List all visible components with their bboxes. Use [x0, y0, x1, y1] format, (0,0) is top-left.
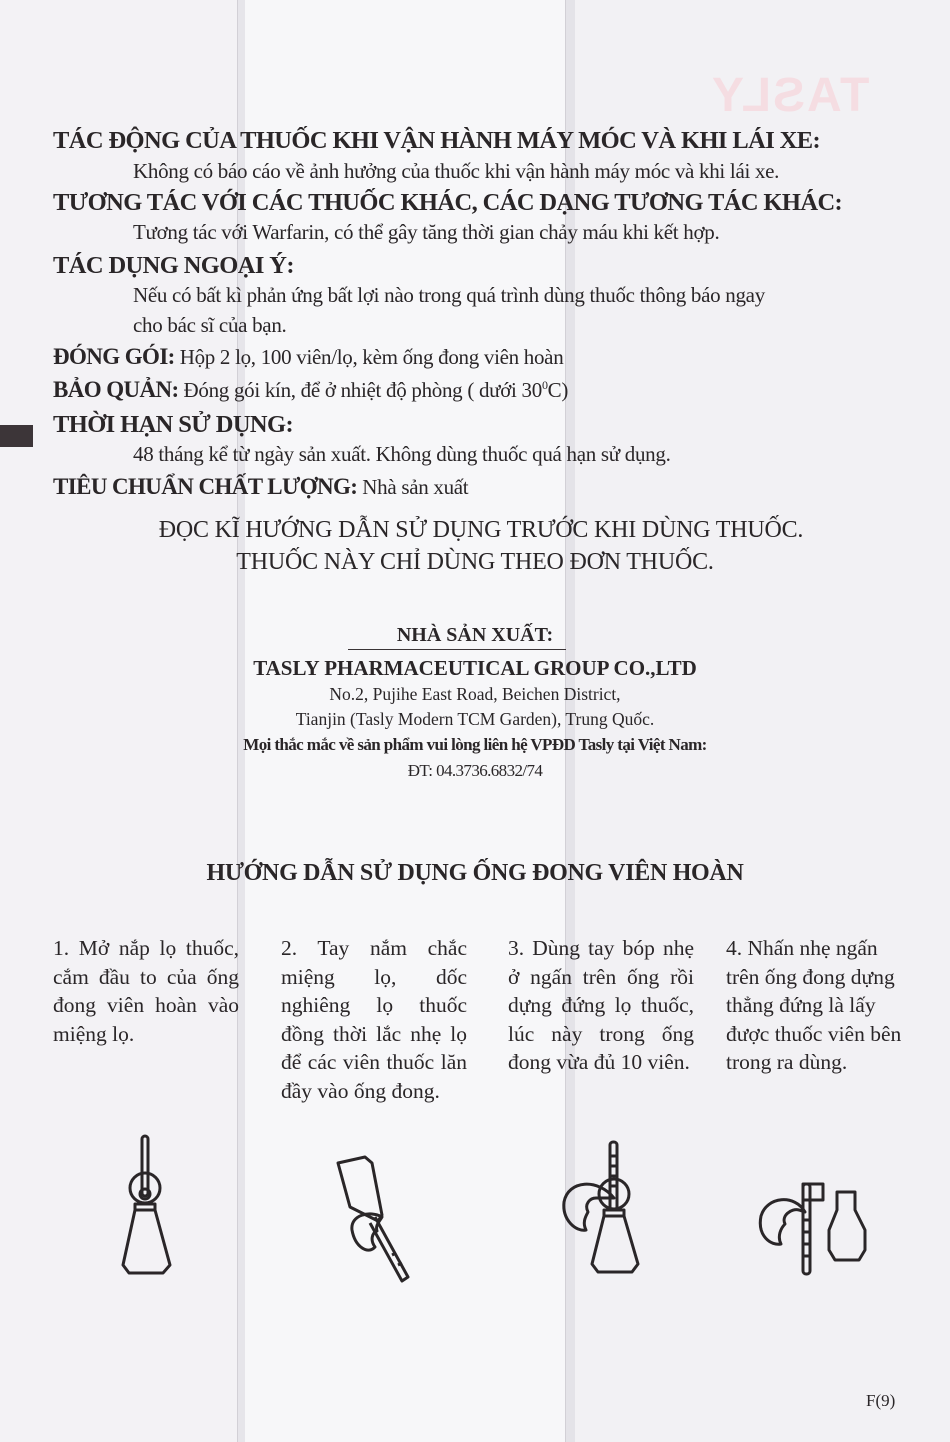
text-machine-driving: Không có báo cáo về ảnh hưởng của thuốc khi vận hành máy móc và khi lái xe.	[133, 159, 780, 183]
manufacturer-phone: ĐT: 04.3736.6832/74	[407, 761, 543, 780]
packaging-row	[53, 344, 563, 370]
bottle-with-tube-icon	[115, 1130, 175, 1280]
text-shelf-life: 48 tháng kể từ ngày sản xuất. Không dùng thuốc quá hạn sử dụng.	[133, 442, 671, 466]
storage-row	[53, 377, 568, 403]
packaging-value: Hộp 2 lọ, 100 viên/lọ, kèm ống đong viên hoàn	[174, 345, 564, 369]
manufacturer-address-line1: No.2, Pujihe East Road, Beichen District,	[329, 684, 621, 704]
page-number: F(9)	[866, 1391, 896, 1410]
quality-standard-value: Nhà sản xuất	[357, 475, 469, 499]
text-side-effects-line2: cho bác sĩ của bạn.	[133, 313, 287, 337]
guide-step-4: 4. Nhấn nhẹ ngấn trên ống đong dựng thẳng đứng là lấy được thuốc viên bên trong ra dùng.	[726, 936, 902, 1074]
manufacturer-title-underline	[348, 649, 566, 650]
guide-title: HƯỚNG DẪN SỬ DỤNG ỐNG ĐONG VIÊN HOÀN	[206, 860, 744, 886]
edge-marker	[0, 425, 33, 447]
text-interactions: Tương tác với Warfarin, có thể gây tăng thời gian chảy máu khi kết hợp.	[133, 220, 720, 244]
manufacturer-name: TASLY PHARMACEUTICAL GROUP CO.,LTD	[253, 656, 697, 680]
notice-read-instructions: ĐỌC KĨ HƯỚNG DẪN SỬ DỤNG TRƯỚC KHI DÙNG THUỐC.	[158, 517, 804, 543]
manufacturer-contact: Mọi thắc mắc về sản phẩm vui lòng liên hệ VPĐD Tasly tại Việt Nam:	[243, 735, 707, 754]
hand-tilting-bottle-icon	[330, 1155, 415, 1285]
guide-step-2: 2. Tay nắm chắc miệng lọ, dốc nghiêng lọ thuốc đồng thời lắc nhẹ lọ để các viên thuốc lăn đầy vào ống đong.	[281, 936, 467, 1103]
tube-and-bottle-separated-icon	[755, 1180, 870, 1285]
packaging-label: ĐÓNG GÓI:	[53, 344, 175, 369]
degree-sup: 0	[541, 378, 548, 392]
heading-shelf-life: THỜI HẠN SỬ DỤNG:	[53, 411, 294, 438]
heading-side-effects: TÁC DỤNG NGOẠI Ý:	[53, 252, 294, 279]
guide-step-3: 3. Dùng tay bóp nhẹ ở ngấn trên ống rồi dựng đứng lọ thuốc, lúc này trong ống đong vừa đủ 10 viên.	[508, 936, 694, 1074]
hand-squeezing-tube-icon	[558, 1140, 643, 1280]
guide-step-1: 1. Mở nắp lọ thuốc, cắm đầu to của ống đong viên hoàn vào miệng lọ.	[53, 936, 239, 1046]
storage-label: BẢO QUẢN:	[53, 377, 179, 402]
storage-unit: C)	[547, 378, 569, 402]
background-logo: TASLY	[710, 69, 870, 122]
notice-prescription-only: THUỐC NÀY CHỈ DÙNG THEO ĐƠN THUỐC.	[236, 549, 714, 575]
manufacturer-address-line2: Tianjin (Tasly Modern TCM Garden), Trung Quốc.	[295, 709, 655, 729]
heading-machine-driving: TÁC ĐỘNG CỦA THUỐC KHI VẬN HÀNH MÁY MÓC VÀ KHI LÁI XE:	[53, 127, 821, 154]
quality-standard-row	[53, 474, 468, 500]
storage-value: Đóng gói kín, để ở nhiệt độ phòng ( dưới 30	[178, 378, 542, 402]
manufacturer-title: NHÀ SẢN XUẤT:	[396, 624, 554, 646]
heading-interactions: TƯƠNG TÁC VỚI CÁC THUỐC KHÁC, CÁC DẠNG TƯƠNG TÁC KHÁC:	[53, 189, 843, 216]
quality-standard-label: TIÊU CHUẨN CHẤT LƯỢNG:	[53, 474, 358, 499]
text-side-effects-line1: Nếu có bất kì phản ứng bất lợi nào trong quá trình dùng thuốc thông báo ngay	[133, 283, 765, 307]
